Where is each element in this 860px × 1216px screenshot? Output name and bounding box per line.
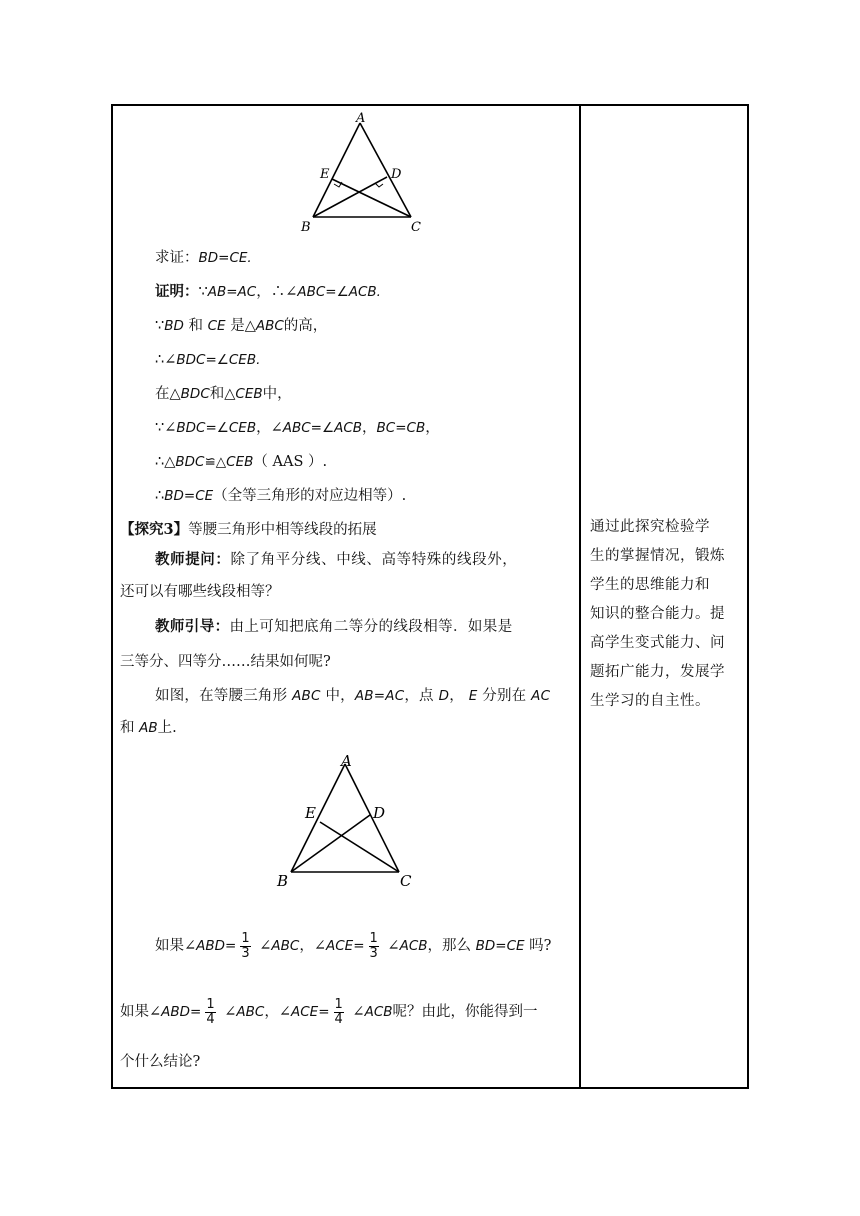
label-D: D [391,167,402,182]
prove-line: 求证：BD=CE. [155,250,252,266]
label-E: E [320,167,330,182]
fraction: $\frac{1}{3}$ [241,930,250,961]
figure-intro: 如图，在等腰三角形 ABC 中，AB=AC，点 D， E 分别在 AC [155,688,551,704]
question-conclusion: 个什么结论? [120,1054,201,1070]
side-note-line: 生学习的自主性。 [590,693,710,709]
label-D: D [373,804,386,822]
label-E: E [305,804,316,822]
proof-line-5: ∵∠BDC=∠CEB，∠ABC=∠ACB，BC=CB， [155,420,440,436]
column-divider [579,104,581,1089]
teacher-question: 教师提问：除了角平分线、中线、高等特殊的线段外， [155,551,518,568]
triangle-figure-1 [295,110,435,240]
question-thirds: 如果∠ABD= $\frac{1}{3}$ ∠ABC，∠ACE= $\frac{1}{3}$ ∠ACB，那么 BD=CE 吗? [155,930,552,961]
label-C: C [411,220,421,235]
fraction: $\frac{1}{3}$ [369,930,378,961]
side-note-line: 知识的整合能力。提 [590,606,725,622]
label-C: C [400,872,412,890]
side-note-line: 高学生变式能力、问 [590,635,725,651]
side-note-line: 学生的思维能力和 [590,577,710,593]
label-B: B [301,220,311,235]
proof-line-6: ∴△BDC≌△CEB（ AAS ）. [155,454,328,470]
side-note-line: 生的掌握情况，锻炼 [590,548,725,564]
explore-heading: 【探究3】等腰三角形中相等线段的拓展 [120,521,377,538]
label-A: A [341,752,352,770]
label-A: A [356,111,366,126]
side-note-line: 题拓广能力，发展学 [590,664,725,680]
figure-intro-cont: 和 AB上. [120,720,177,736]
label-B: B [277,872,289,890]
fraction: $\frac{1}{4}$ [206,996,215,1027]
proof-line-3: ∴∠BDC=∠CEB. [155,352,261,368]
side-note-line: 通过此探究检验学 [590,519,710,535]
teacher-guide-cont: 三等分、四等分……结果如何呢? [120,654,331,670]
proof-line-1: 证明：∵AB=AC，∴∠ABC=∠ACB. [155,283,381,300]
fraction: $\frac{1}{4}$ [334,996,343,1027]
question-quarters: 如果∠ABD= $\frac{1}{4}$ ∠ABC，∠ACE= $\frac{1}{4}$ ∠ACB呢？由此，你能得到一 [120,996,538,1027]
proof-line-7: ∴BD=CE（全等三角形的对应边相等）. [155,488,407,504]
triangle-figure-2 [272,752,422,892]
side-note [590,513,740,716]
proof-line-4: 在△BDC和△CEB中， [155,386,292,402]
teacher-guide: 教师引导：由上可知把底角二等分的线段相等．如果是 [155,618,513,635]
teacher-question-cont: 还可以有哪些线段相等？ [120,584,280,600]
proof-line-2: ∵BD 和 CE 是△ABC的高， [155,318,328,334]
